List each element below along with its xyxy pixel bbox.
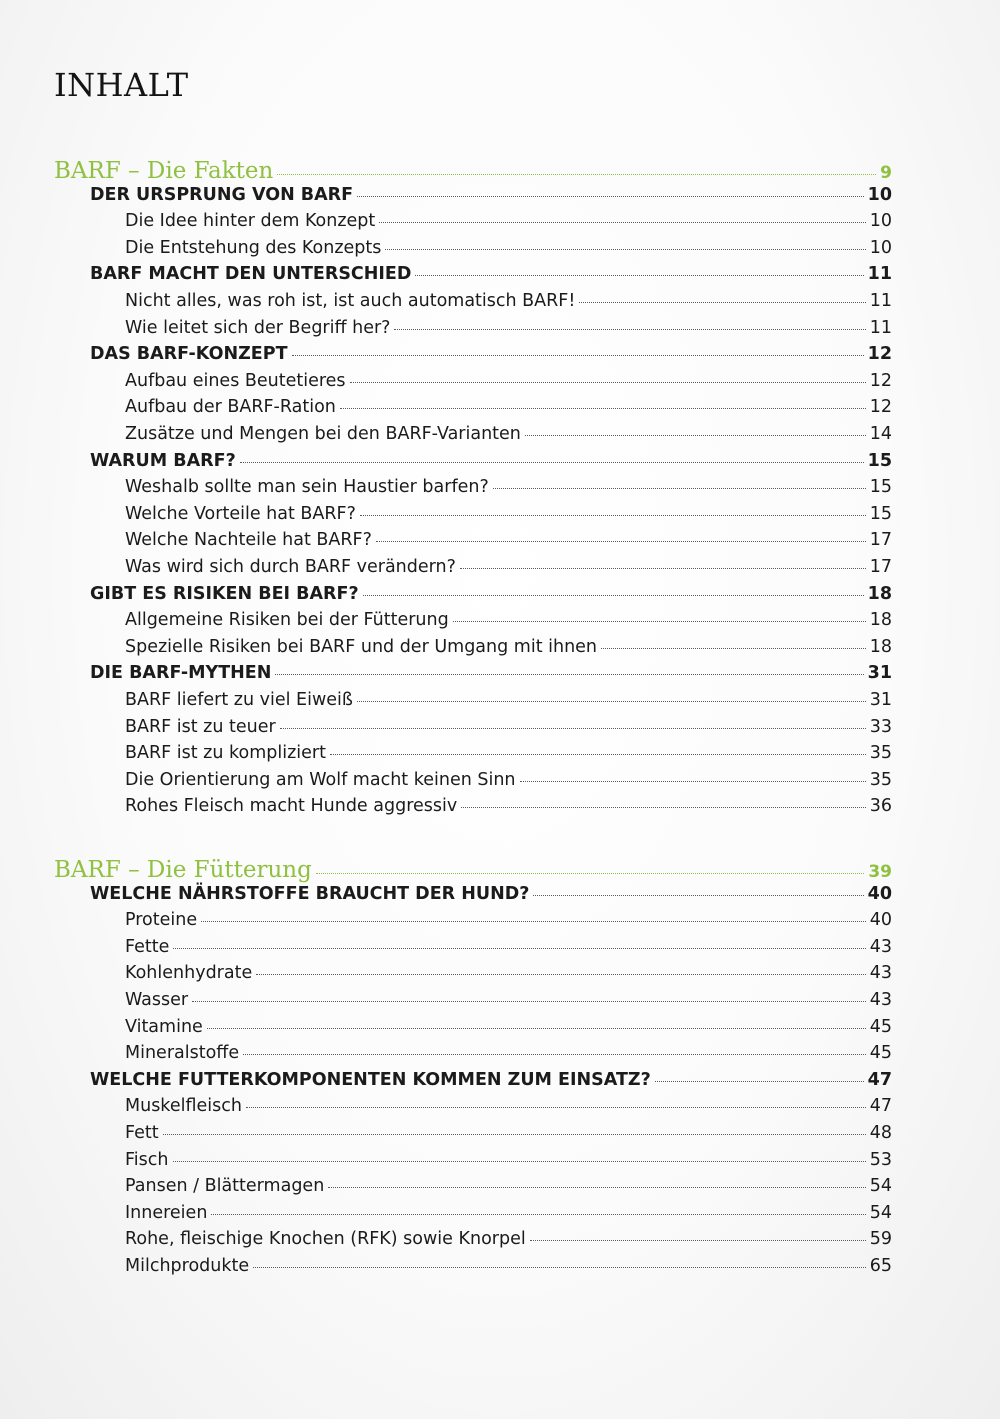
toc-page-number: 9 [880, 163, 892, 183]
dot-leader [376, 541, 866, 542]
toc-entry-title: WELCHE NÄHRSTOFFE BRAUCHT DER HUND? [90, 883, 530, 904]
toc-page-number: 39 [868, 862, 892, 882]
dot-leader [256, 974, 865, 975]
toc-entry-title: Wie leitet sich der Begriff her? [125, 317, 391, 338]
toc-chapter-entry [90, 663, 892, 683]
dot-leader [292, 355, 864, 356]
dot-leader [357, 701, 866, 702]
dot-leader [533, 895, 863, 896]
dot-leader [328, 1187, 865, 1188]
dot-leader [246, 1107, 866, 1108]
toc-chapter-entry [90, 185, 892, 205]
dot-leader [461, 807, 865, 808]
toc-page-number: 15 [867, 450, 892, 471]
toc-page-number: 17 [869, 557, 892, 577]
toc-page-number: 18 [867, 583, 892, 604]
toc-page-number: 45 [869, 1016, 892, 1037]
toc-entry-title: Muskelfleisch [125, 1096, 242, 1117]
toc-section-entry [125, 318, 892, 338]
toc-section-entry [125, 1176, 892, 1196]
dot-leader [211, 1214, 865, 1215]
dot-leader [275, 674, 863, 675]
dot-leader [525, 435, 866, 436]
toc-page-number: 31 [867, 663, 892, 684]
toc-section-entry [125, 1017, 892, 1037]
toc-entry-title: BARF liefert zu viel Eiweiß [125, 690, 353, 710]
toc-section-entry [125, 557, 892, 577]
toc-page-number: 53 [869, 1149, 892, 1170]
toc-page-number: 15 [869, 503, 892, 524]
dot-leader [379, 222, 865, 223]
dot-leader [520, 781, 866, 782]
toc-page-number: 35 [869, 743, 892, 764]
dot-leader [394, 329, 865, 330]
toc-page-number: 12 [867, 344, 892, 365]
toc-section-entry [125, 1096, 892, 1116]
toc-entry-title: BARF – Die Fütterung [54, 857, 312, 883]
toc-section-entry [125, 238, 892, 258]
toc-chapter-entry [90, 884, 892, 904]
toc-entry-title: Mineralstoffe [125, 1043, 240, 1064]
toc-page-number: 11 [869, 317, 892, 338]
toc-page-number: 45 [869, 1043, 892, 1064]
toc-entry-title: Pansen / Blättermagen [125, 1176, 325, 1197]
toc-page-number: 15 [869, 477, 892, 498]
dot-leader [253, 1267, 866, 1268]
toc-section-entry [125, 690, 892, 710]
toc-section-entry [125, 963, 892, 983]
toc-entry-title: BARF – Die Fakten [54, 158, 274, 184]
toc-entry-title: BARF ist zu teuer [125, 716, 276, 737]
toc-entry-title: Weshalb sollte man sein Haustier barfen? [125, 477, 489, 498]
toc-section-entry [125, 1043, 892, 1063]
dot-leader [415, 275, 863, 276]
dot-leader [243, 1054, 866, 1055]
dot-leader [207, 1028, 866, 1029]
toc-section-entry [125, 530, 892, 550]
toc-section-entry [125, 211, 892, 231]
toc-entry-title: GIBT ES RISIKEN BEI BARF? [90, 583, 359, 604]
toc-entry-title: Fisch [125, 1149, 169, 1170]
toc-page-number: 12 [869, 397, 892, 418]
toc-page-number: 36 [869, 796, 892, 817]
toc-entry-title: DER URSPRUNG VON BARF [90, 184, 354, 205]
toc-page-number: 59 [869, 1229, 892, 1250]
toc-entry-title: DIE BARF-MYTHEN [90, 663, 272, 684]
toc-entry-title: BARF ist zu kompliziert [125, 743, 326, 764]
toc-page-number: 18 [869, 610, 892, 631]
toc-entry-title: DAS BARF-KONZEPT [90, 344, 288, 365]
toc-entry-title: Fette [125, 936, 170, 957]
toc-section-entry [125, 637, 892, 657]
dot-leader [601, 648, 866, 649]
toc-page-number: 40 [869, 910, 892, 931]
toc-entry-title: Die Entstehung des Konzepts [125, 237, 382, 258]
toc-section-entry [125, 1256, 892, 1276]
toc-page-number: 14 [869, 424, 892, 444]
toc-section-entry [125, 743, 892, 763]
toc-section-entry [125, 397, 892, 417]
toc-chapter-entry [90, 451, 892, 471]
dot-leader [493, 488, 866, 489]
page-title: INHALT [54, 66, 189, 104]
toc-page-number: 54 [869, 1176, 892, 1197]
dot-leader [277, 174, 876, 175]
toc-entry-title: Milchprodukte [125, 1256, 250, 1276]
toc-entry-title: Innereien [125, 1202, 208, 1223]
toc-page-number: 47 [867, 1069, 892, 1090]
toc-page-number: 33 [869, 716, 892, 737]
toc-entry-title: Allgemeine Risiken bei der Fütterung [125, 610, 449, 631]
dot-leader [530, 1240, 866, 1241]
toc-page-number: 43 [869, 963, 892, 984]
dot-leader [350, 382, 866, 383]
dot-leader [192, 1001, 866, 1002]
toc-page-number: 48 [869, 1123, 892, 1143]
toc-entry-title: Rohes Fleisch macht Hunde aggressiv [125, 796, 458, 817]
dot-leader [173, 948, 865, 949]
toc-page-number: 35 [869, 769, 892, 790]
toc-page-number: 10 [867, 184, 892, 205]
dot-leader [280, 728, 866, 729]
toc-entry-title: WELCHE FUTTERKOMPONENTEN KOMMEN ZUM EINSATZ? [90, 1069, 651, 1090]
toc-chapter-entry [90, 584, 892, 604]
dot-leader [655, 1081, 864, 1082]
toc-entry-title: Vitamine [125, 1016, 203, 1037]
toc-chapter-entry [90, 1070, 892, 1090]
toc-page-number: 40 [867, 883, 892, 904]
dot-leader [357, 196, 864, 197]
toc-entry-title: Was wird sich durch BARF verändern? [125, 557, 456, 577]
toc-section-entry [125, 717, 892, 737]
toc-part-entry [54, 857, 892, 883]
toc-page-number: 18 [869, 636, 892, 657]
toc-section-entry [125, 504, 892, 524]
toc-section-entry [125, 937, 892, 957]
dot-leader [363, 595, 864, 596]
toc-page-number: 10 [869, 211, 892, 232]
toc-entry-title: Spezielle Risiken bei BARF und der Umgang mit ihnen [125, 636, 598, 657]
toc-page-number: 11 [869, 291, 892, 311]
toc-chapter-entry [90, 264, 892, 284]
dot-leader [453, 621, 866, 622]
dot-leader [316, 873, 864, 874]
dot-leader [201, 921, 866, 922]
toc-section-entry [125, 1229, 892, 1249]
toc-section-entry [125, 1150, 892, 1170]
toc-entry-title: Aufbau der BARF-Ration [125, 397, 336, 418]
dot-leader [360, 515, 866, 516]
toc-chapter-entry [90, 344, 892, 364]
toc-entry-title: Welche Vorteile hat BARF? [125, 503, 356, 524]
toc-page-number: 43 [869, 936, 892, 957]
dot-leader [240, 462, 864, 463]
toc-page-number: 54 [869, 1202, 892, 1223]
toc-part-entry [54, 158, 892, 184]
toc-entry-title: WARUM BARF? [90, 450, 236, 471]
toc-entry-title: Proteine [125, 910, 198, 931]
toc-section-entry [125, 1203, 892, 1223]
dot-leader [173, 1161, 866, 1162]
toc-section-entry [125, 610, 892, 630]
toc-page-number: 11 [867, 264, 892, 285]
dot-leader [163, 1134, 866, 1135]
dot-leader [330, 754, 866, 755]
toc-entry-title: Aufbau eines Beutetieres [125, 370, 346, 391]
toc-entry-title: Die Orientierung am Wolf macht keinen Sinn [125, 769, 516, 790]
toc-section-entry [125, 796, 892, 816]
toc-entry-title: Wasser [125, 990, 189, 1010]
dot-leader [340, 408, 866, 409]
toc-page-number: 10 [869, 237, 892, 258]
toc-page-number: 31 [869, 690, 892, 710]
toc-entry-title: Welche Nachteile hat BARF? [125, 530, 372, 551]
toc-page-number: 12 [869, 370, 892, 391]
toc-entry-title: Zusätze und Mengen bei den BARF-Varianten [125, 424, 521, 444]
dot-leader [579, 302, 865, 303]
toc-section-entry [125, 477, 892, 497]
toc-section-entry [125, 291, 892, 311]
toc-section-entry [125, 770, 892, 790]
toc-section-entry [125, 1123, 892, 1143]
toc-page-number: 17 [869, 530, 892, 551]
toc-section-entry [125, 990, 892, 1010]
toc-entry-title: Fett [125, 1123, 159, 1143]
toc-entry-title: Kohlenhydrate [125, 963, 253, 984]
toc-entry-title: BARF MACHT DEN UNTERSCHIED [90, 264, 412, 285]
toc-section-entry [125, 371, 892, 391]
toc-section-entry [125, 910, 892, 930]
toc-page-number: 65 [869, 1256, 892, 1276]
toc-entry-title: Nicht alles, was roh ist, ist auch automatisch BARF! [125, 291, 576, 311]
toc-page-number: 43 [869, 990, 892, 1010]
toc-section-entry [125, 424, 892, 444]
toc-entry-title: Rohe, fleischige Knochen (RFK) sowie Knorpel [125, 1229, 526, 1250]
dot-leader [385, 249, 865, 250]
toc-page-number: 47 [869, 1096, 892, 1117]
dot-leader [460, 568, 866, 569]
toc-entry-title: Die Idee hinter dem Konzept [125, 211, 376, 232]
